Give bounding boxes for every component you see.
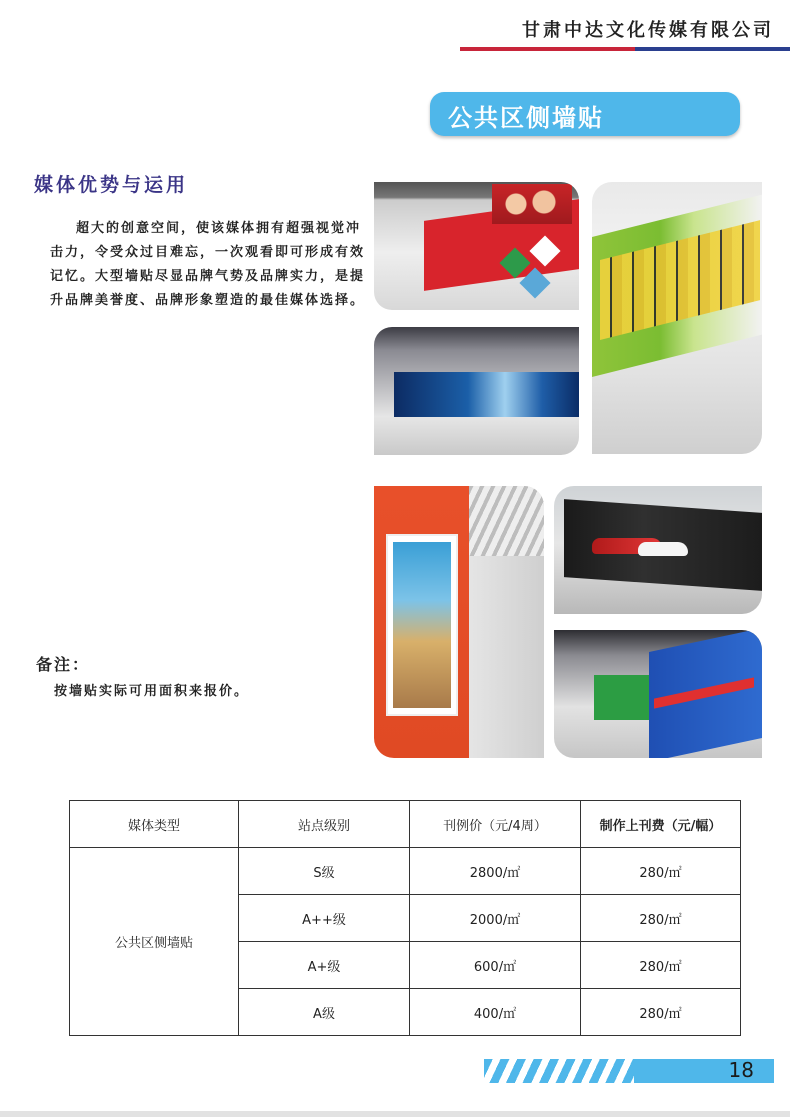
level-cell: S级 [239,848,410,895]
header-media-type: 媒体类型 [70,801,239,848]
page-title-banner [430,92,740,136]
table-row [70,848,741,895]
photo-blue-corridor-wall [374,327,579,455]
company-name: 甘肃中达文化传媒有限公司 [522,20,774,41]
note-text: 按墙贴实际可用面积来报价。 [54,684,250,699]
photo-dark-car-ad-wall [554,486,762,614]
footer-stripes [484,1059,634,1083]
header-fee: 制作上刊费（元/幅） [581,801,741,848]
level-cell: A级 [239,989,410,1036]
page-number: 18 [728,1058,754,1082]
level-cell: A++级 [239,895,410,942]
photo-blue-green-corridor-wall [554,630,762,758]
table-header-row [70,801,741,848]
section-heading: 媒体优势与运用 [34,174,189,196]
note-heading: 备注： [36,655,91,674]
bottom-edge-bar [0,1111,790,1117]
price-cell: 2000/㎡ [410,895,581,942]
fee-cell: 280/㎡ [581,942,741,989]
price-table [69,800,741,1036]
fee-cell: 280/㎡ [581,895,741,942]
photo-orange-wall-poster [374,486,544,758]
fee-cell: 280/㎡ [581,848,741,895]
level-cell: A+级 [239,942,410,989]
page-title: 公共区侧墙贴 [448,104,604,132]
header-rule-red [460,47,635,51]
fee-cell: 280/㎡ [581,989,741,1036]
photo-red-corridor-wall [374,182,579,310]
price-cell: 400/㎡ [410,989,581,1036]
photo-green-corridor-wall [592,182,762,454]
section-body: 超大的创意空间，使该媒体拥有超强视觉冲击力，令受众过目难忘，一次观看即可形成有效记忆。大型墙贴尽显品牌气势及品牌实力，是提升品牌美誉度、品牌形象塑造的最佳媒体选择。 [50,221,366,308]
header-level: 站点级别 [239,801,410,848]
media-type-cell: 公共区侧墙贴 [70,848,239,1036]
price-cell: 600/㎡ [410,942,581,989]
price-cell: 2800/㎡ [410,848,581,895]
header-price: 刊例价（元/4周） [410,801,581,848]
header-rule-blue [635,47,790,51]
